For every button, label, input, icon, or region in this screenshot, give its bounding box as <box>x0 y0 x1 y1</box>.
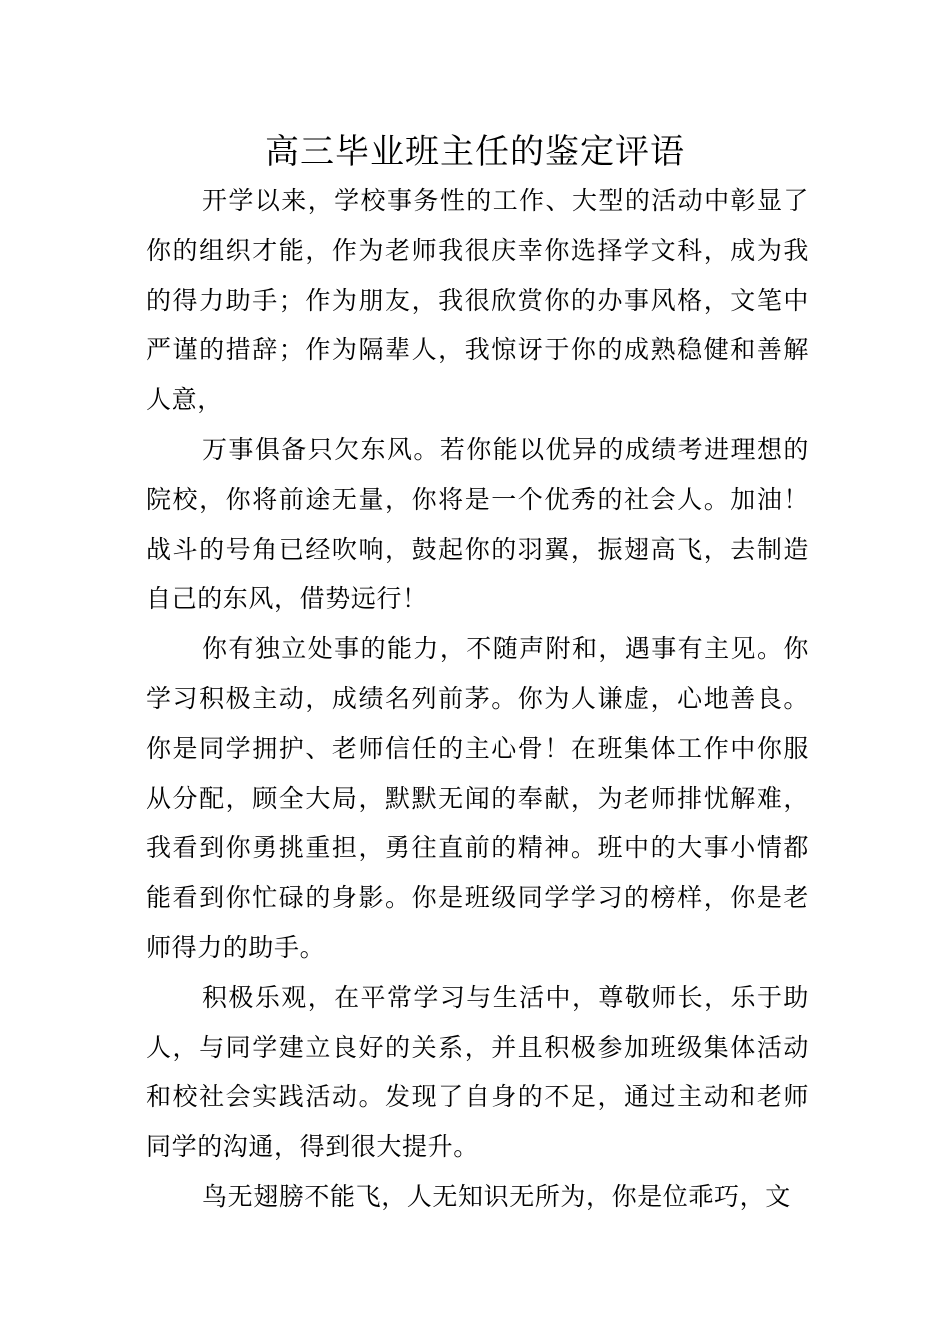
paragraph: 开学以来，学校事务性的工作、大型的活动中彰显了你的组织才能，作为老师我很庆幸你选择学文科，成为我的得力助手；作为朋友，我很欣赏你的办事风格，文笔中严谨的措辞；作为隔辈人，我惊讶于你的成熟稳健和善解人意， <box>146 186 809 415</box>
paragraph: 万事俱备只欠东风。若你能以优异的成绩考进理想的院校，你将前途无量，你将是一个优秀的社会人。加油！战斗的号角已经吹响，鼓起你的羽翼，振翅高飞，去制造自己的东风，借势远行！ <box>146 434 809 614</box>
paragraph: 积极乐观，在平常学习与生活中，尊敬师长，乐于助人，与同学建立良好的关系，并且积极参加班级集体活动和校社会实践活动。发现了自身的不足，通过主动和老师同学的沟通，得到很大提升。 <box>146 982 809 1162</box>
paragraph: 鸟无翅膀不能飞，人无知识无所为，你是位乖巧，文 <box>202 1181 791 1211</box>
paragraph: 你有独立处事的能力，不随声附和，遇事有主见。你学习积极主动，成绩名列前茅。你为人谦虚，心地善良。你是同学拥护、老师信任的主心骨！在班集体工作中你服从分配，顾全大局，默默无闻的奉献，为老师排忧解难，我看到你勇挑重担，勇往直前的精神。班中的大事小情都能看到你忙碌的身影。你是班级同学学习的榜样，你是老师得力的助手。 <box>146 634 809 962</box>
document-title: 高三毕业班主任的鉴定评语 <box>265 132 685 172</box>
document-body <box>146 176 809 1222</box>
